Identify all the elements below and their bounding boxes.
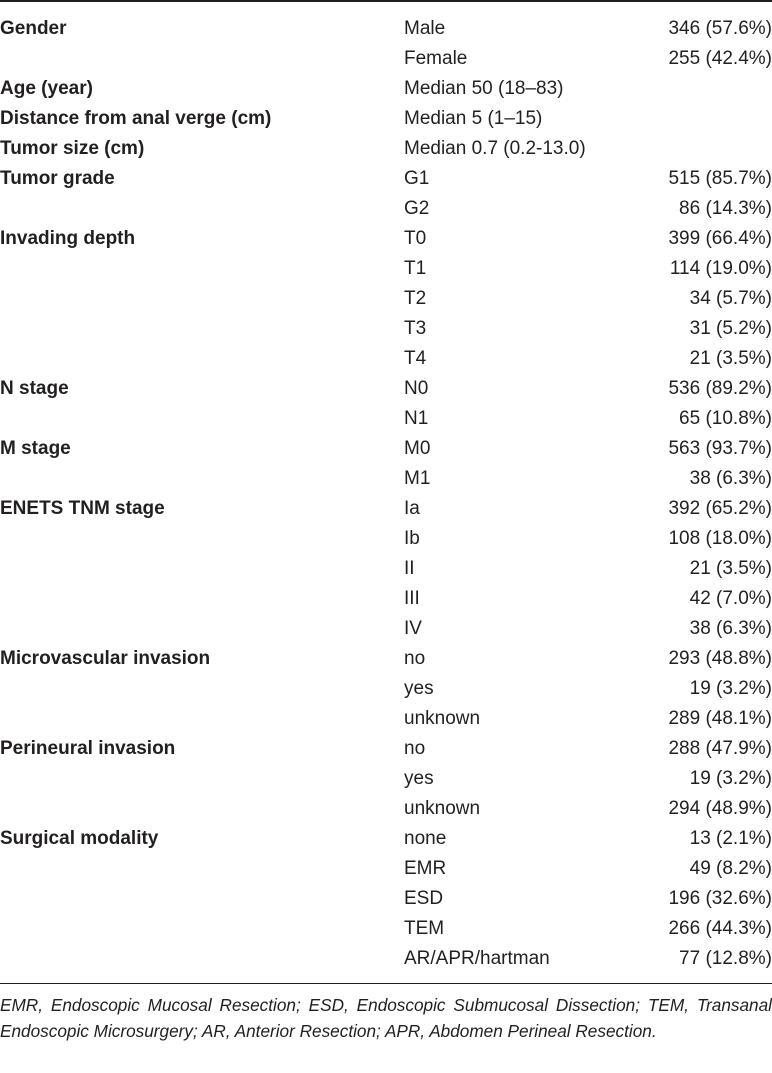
row-category: T4	[404, 348, 427, 369]
row-value: 288 (47.9%)	[668, 738, 772, 759]
row-label: N stage	[0, 378, 69, 399]
row-category: EMR	[404, 858, 447, 879]
row-category: no	[404, 738, 426, 759]
row-label	[0, 344, 404, 374]
row-label	[0, 284, 404, 314]
row-label	[0, 914, 404, 944]
row-category: G2	[404, 198, 430, 219]
row-value: 77 (12.8%)	[679, 948, 772, 969]
table-row	[0, 644, 772, 674]
row-value: 38 (6.3%)	[689, 618, 772, 639]
table-row	[0, 134, 772, 164]
row-category: T0	[404, 228, 427, 249]
row-value: 196 (32.6%)	[668, 888, 772, 909]
row-category: Ib	[404, 528, 420, 549]
row-category: M1	[404, 468, 431, 489]
row-category: G1	[404, 168, 430, 189]
row-category: Median 0.7 (0.2-13.0)	[404, 138, 586, 159]
table-row	[0, 884, 772, 914]
table-row	[0, 944, 772, 974]
row-label	[0, 314, 404, 344]
table-row	[0, 704, 772, 734]
table-row	[0, 404, 772, 434]
characteristics-table	[0, 14, 772, 974]
row-value: 38 (6.3%)	[689, 468, 772, 489]
table-row	[0, 494, 772, 524]
row-value: 13 (2.1%)	[689, 828, 772, 849]
table-row	[0, 464, 772, 494]
row-category: Female	[404, 48, 468, 69]
table-row	[0, 224, 772, 254]
table-row	[0, 614, 772, 644]
row-value: 21 (3.5%)	[689, 348, 772, 369]
row-value: 31 (5.2%)	[689, 318, 772, 339]
row-category: N1	[404, 408, 429, 429]
row-value: 515 (85.7%)	[668, 168, 772, 189]
table-row	[0, 914, 772, 944]
row-category: none	[404, 828, 447, 849]
row-value: 49 (8.2%)	[689, 858, 772, 879]
table-row	[0, 734, 772, 764]
row-label	[0, 44, 404, 74]
table-row	[0, 584, 772, 614]
row-label: Gender	[0, 18, 67, 39]
row-value	[642, 74, 772, 104]
row-label: Perineural invasion	[0, 738, 176, 759]
row-label	[0, 944, 404, 974]
row-value: 289 (48.1%)	[668, 708, 772, 729]
row-label: Tumor grade	[0, 168, 115, 189]
row-category: IV	[404, 618, 422, 639]
table-row	[0, 434, 772, 464]
row-category: no	[404, 648, 426, 669]
row-label	[0, 614, 404, 644]
row-value: 294 (48.9%)	[668, 798, 772, 819]
row-label	[0, 764, 404, 794]
row-label	[0, 704, 404, 734]
row-value: 42 (7.0%)	[689, 588, 772, 609]
row-value	[642, 134, 772, 164]
row-category: unknown	[404, 708, 481, 729]
row-value: 108 (18.0%)	[668, 528, 772, 549]
table-row	[0, 824, 772, 854]
row-label: Microvascular invasion	[0, 648, 211, 669]
row-category: T3	[404, 318, 427, 339]
row-category: II	[404, 558, 415, 579]
row-category: T2	[404, 288, 427, 309]
row-category: Median 50 (18–83)	[404, 78, 564, 99]
table-row	[0, 164, 772, 194]
table-row	[0, 854, 772, 884]
table-row	[0, 254, 772, 284]
row-value: 266 (44.3%)	[668, 918, 772, 939]
table-body	[0, 14, 772, 974]
table-row	[0, 524, 772, 554]
table-row	[0, 44, 772, 74]
row-category: III	[404, 588, 420, 609]
row-value: 536 (89.2%)	[668, 378, 772, 399]
row-label	[0, 194, 404, 224]
row-category: M0	[404, 438, 431, 459]
table-row	[0, 554, 772, 584]
row-value: 114 (19.0%)	[669, 258, 772, 279]
row-category: Median 5 (1–15)	[404, 108, 543, 129]
table-row	[0, 794, 772, 824]
row-value: 346 (57.6%)	[668, 18, 772, 39]
table-row	[0, 74, 772, 104]
row-label	[0, 524, 404, 554]
row-label: Tumor size (cm)	[0, 138, 145, 159]
row-label	[0, 674, 404, 704]
row-value: 399 (66.4%)	[668, 228, 772, 249]
row-value: 65 (10.8%)	[679, 408, 772, 429]
row-label	[0, 884, 404, 914]
row-value: 293 (48.8%)	[668, 648, 772, 669]
row-value: 19 (3.2%)	[689, 768, 772, 789]
row-category: TEM	[404, 918, 445, 939]
table-row	[0, 284, 772, 314]
row-label	[0, 794, 404, 824]
row-label: Age (year)	[0, 78, 93, 99]
row-value: 19 (3.2%)	[689, 678, 772, 699]
row-category: ESD	[404, 888, 444, 909]
row-value: 34 (5.7%)	[689, 288, 772, 309]
row-value	[642, 104, 772, 134]
row-label: Surgical modality	[0, 828, 159, 849]
table-row	[0, 374, 772, 404]
table-row	[0, 194, 772, 224]
row-label	[0, 854, 404, 884]
row-category: T1	[404, 258, 427, 279]
table-row	[0, 104, 772, 134]
row-value: 563 (93.7%)	[668, 438, 772, 459]
row-category: yes	[404, 768, 434, 789]
row-label: M stage	[0, 438, 71, 459]
row-category: N0	[404, 378, 429, 399]
table-row	[0, 764, 772, 794]
row-category: Male	[404, 18, 446, 39]
row-label: Invading depth	[0, 228, 136, 249]
table-row	[0, 674, 772, 704]
row-category: AR/APR/hartman	[404, 948, 550, 969]
row-label: Distance from anal verge (cm)	[0, 108, 272, 129]
row-label: ENETS TNM stage	[0, 498, 165, 519]
row-label	[0, 404, 404, 434]
table-row	[0, 14, 772, 44]
row-value: 21 (3.5%)	[689, 558, 772, 579]
row-value: 392 (65.2%)	[668, 498, 772, 519]
table-footnote: EMR, Endoscopic Mucosal Resection; ESD, Endoscopic Submucosal Dissection; TEM, Transanal Endoscopic Microsurgery; AR, Anterior Resection; APR, Abdomen Perineal Resection.	[0, 995, 772, 1041]
row-category: Ia	[404, 498, 420, 519]
table-row	[0, 344, 772, 374]
row-label	[0, 584, 404, 614]
row-label	[0, 554, 404, 584]
table-top-rule	[0, 0, 772, 2]
row-label	[0, 254, 404, 284]
row-category: yes	[404, 678, 434, 699]
row-value: 86 (14.3%)	[679, 198, 772, 219]
row-category: unknown	[404, 798, 481, 819]
table-row	[0, 314, 772, 344]
row-label	[0, 464, 404, 494]
table-bottom-rule	[0, 983, 772, 984]
row-value: 255 (42.4%)	[668, 48, 772, 69]
